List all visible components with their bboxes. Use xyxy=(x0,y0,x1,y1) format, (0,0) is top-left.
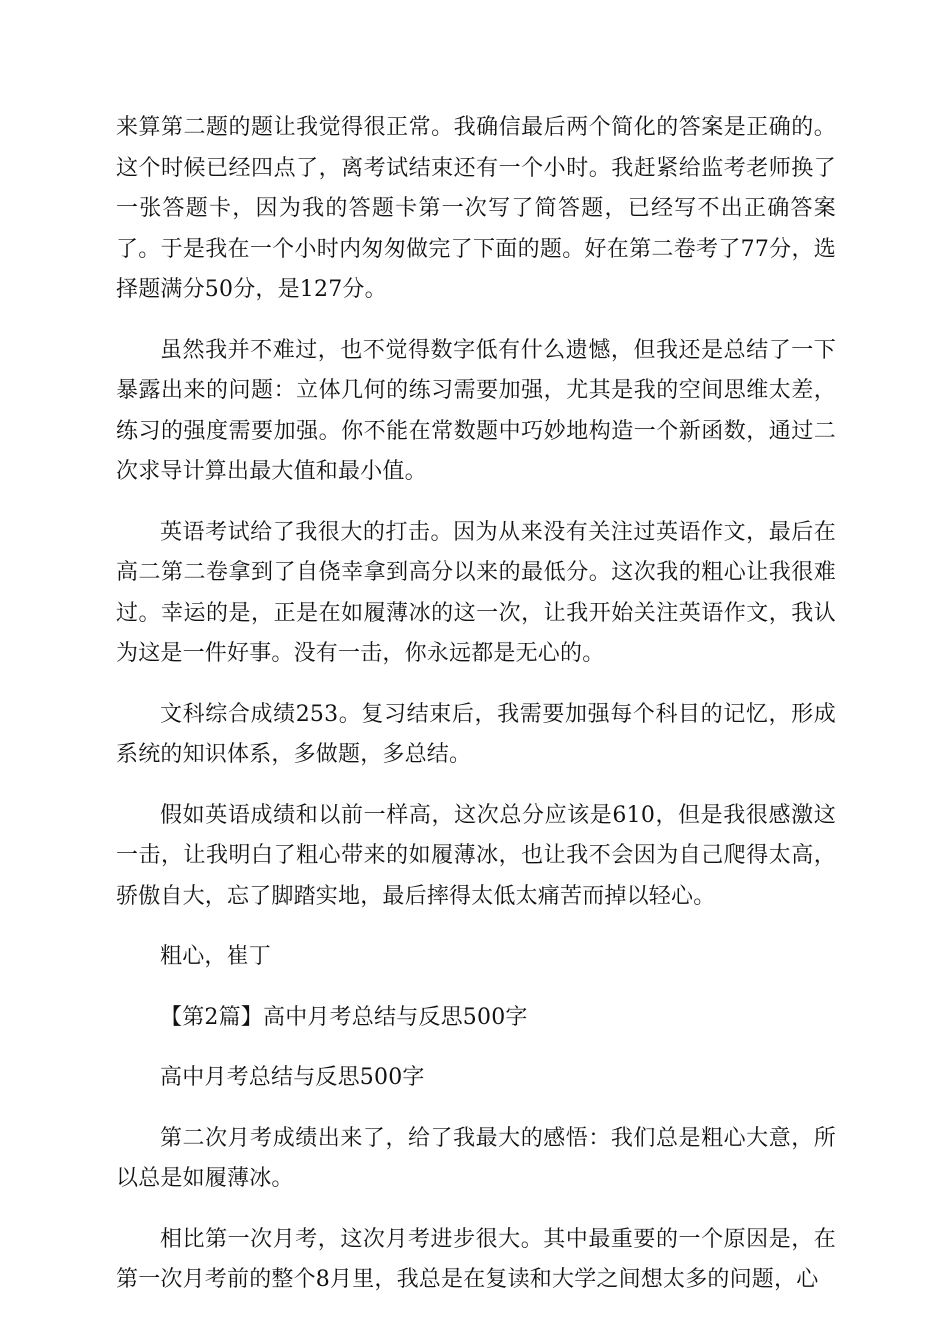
document-body xyxy=(116,108,836,1321)
paragraph-3: 英语考试给了我很大的打击。因为从来没有关注过英语作文，最后在高二第二卷拿到了自侥幸拿到高分以来的最低分。这次我的粗心让我很难过。幸运的是，正是在如履薄冰的这一次，让我开始关注英语作文，我认为这是一件好事。没有一击，你永远都是无心的。 xyxy=(116,519,836,666)
paragraph-2: 虽然我并不难过，也不觉得数字低有什么遗憾，但我还是总结了一下暴露出来的问题：立体几何的练习需要加强，尤其是我的空间思维太差，练习的强度需要加强。你不能在常数题中巧妙地构造一个新函数，通过二次求导计算出最大值和最小值。 xyxy=(116,337,836,484)
paragraph-4: 文科综合成绩253。复习结束后，我需要加强每个科目的记忆，形成系统的知识体系，多做题，多总结。 xyxy=(116,701,836,767)
section-heading: 【第2篇】高中月考总结与反思500字 xyxy=(160,1004,528,1030)
section-title: 高中月考总结与反思500字 xyxy=(160,1065,425,1090)
signature-line: 粗心，崔丁 xyxy=(160,944,272,969)
paragraph-1: 来算第二题的题让我觉得很正常。我确信最后两个简化的答案是正确的。这个时候已经四点了，离考试结束还有一个小时。我赶紧给监考老师换了一张答题卡，因为我的答题卡第一次写了简答题，已经写不出正确答案了。于是我在一个小时内匆匆做完了下面的题。好在第二卷考了77分，选择题满分50分，是127分。 xyxy=(116,115,836,302)
paragraph-6: 第二次月考成绩出来了，给了我最大的感悟：我们总是粗心大意，所以总是如履薄冰。 xyxy=(116,1125,836,1191)
paragraph-7: 相比第一次月考，这次月考进步很大。其中最重要的一个原因是，在第一次月考前的整个8月里，我总是在复读和大学之间想太多的问题，心 xyxy=(116,1226,836,1292)
paragraph-5: 假如英语成绩和以前一样高，这次总分应该是610，但是我很感激这一击，让我明白了粗心带来的如履薄冰，也让我不会因为自己爬得太高，骄傲自大，忘了脚踏实地，最后摔得太低太痛苦而掉以轻心。 xyxy=(116,802,836,909)
